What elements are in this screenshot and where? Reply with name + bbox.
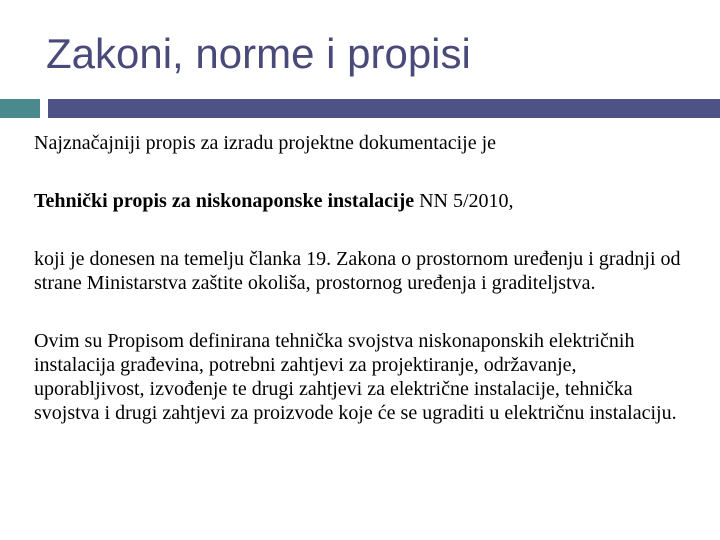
paragraph-adoption: koji je donesen na temelju članka 19. Zakona o prostornom uređenju i gradnji od strane Ministarstva zaštite okoliša, prostornog uređenja i graditeljstva. xyxy=(34,248,681,294)
paragraph-definitions: Ovim su Propisom definirana tehnička svojstva niskonaponskih električnih instalacija građevina, potrebni zahtjevi za projektiranje, održavanje, uporabljivost, izvođenje te drugi zahtjevi za električne instalacije, tehnička svojstva i drugi zahtjevi za proizvode koje će se ugraditi u električnu instalaciju. xyxy=(34,330,677,424)
paragraph-regulation xyxy=(34,189,684,213)
paragraph-intro: Najznačajniji propis za izradu projektne dokumentacije je xyxy=(34,132,497,154)
regulation-reference: NN 5/2010, xyxy=(414,190,514,212)
regulation-name: Tehnički propis za niskonaponske instalacije xyxy=(34,190,415,212)
slide-title: Zakoni, norme i propisi xyxy=(46,30,471,77)
slide-body xyxy=(34,131,684,425)
title-divider-accent xyxy=(0,99,40,118)
title-divider-bar xyxy=(48,99,720,118)
